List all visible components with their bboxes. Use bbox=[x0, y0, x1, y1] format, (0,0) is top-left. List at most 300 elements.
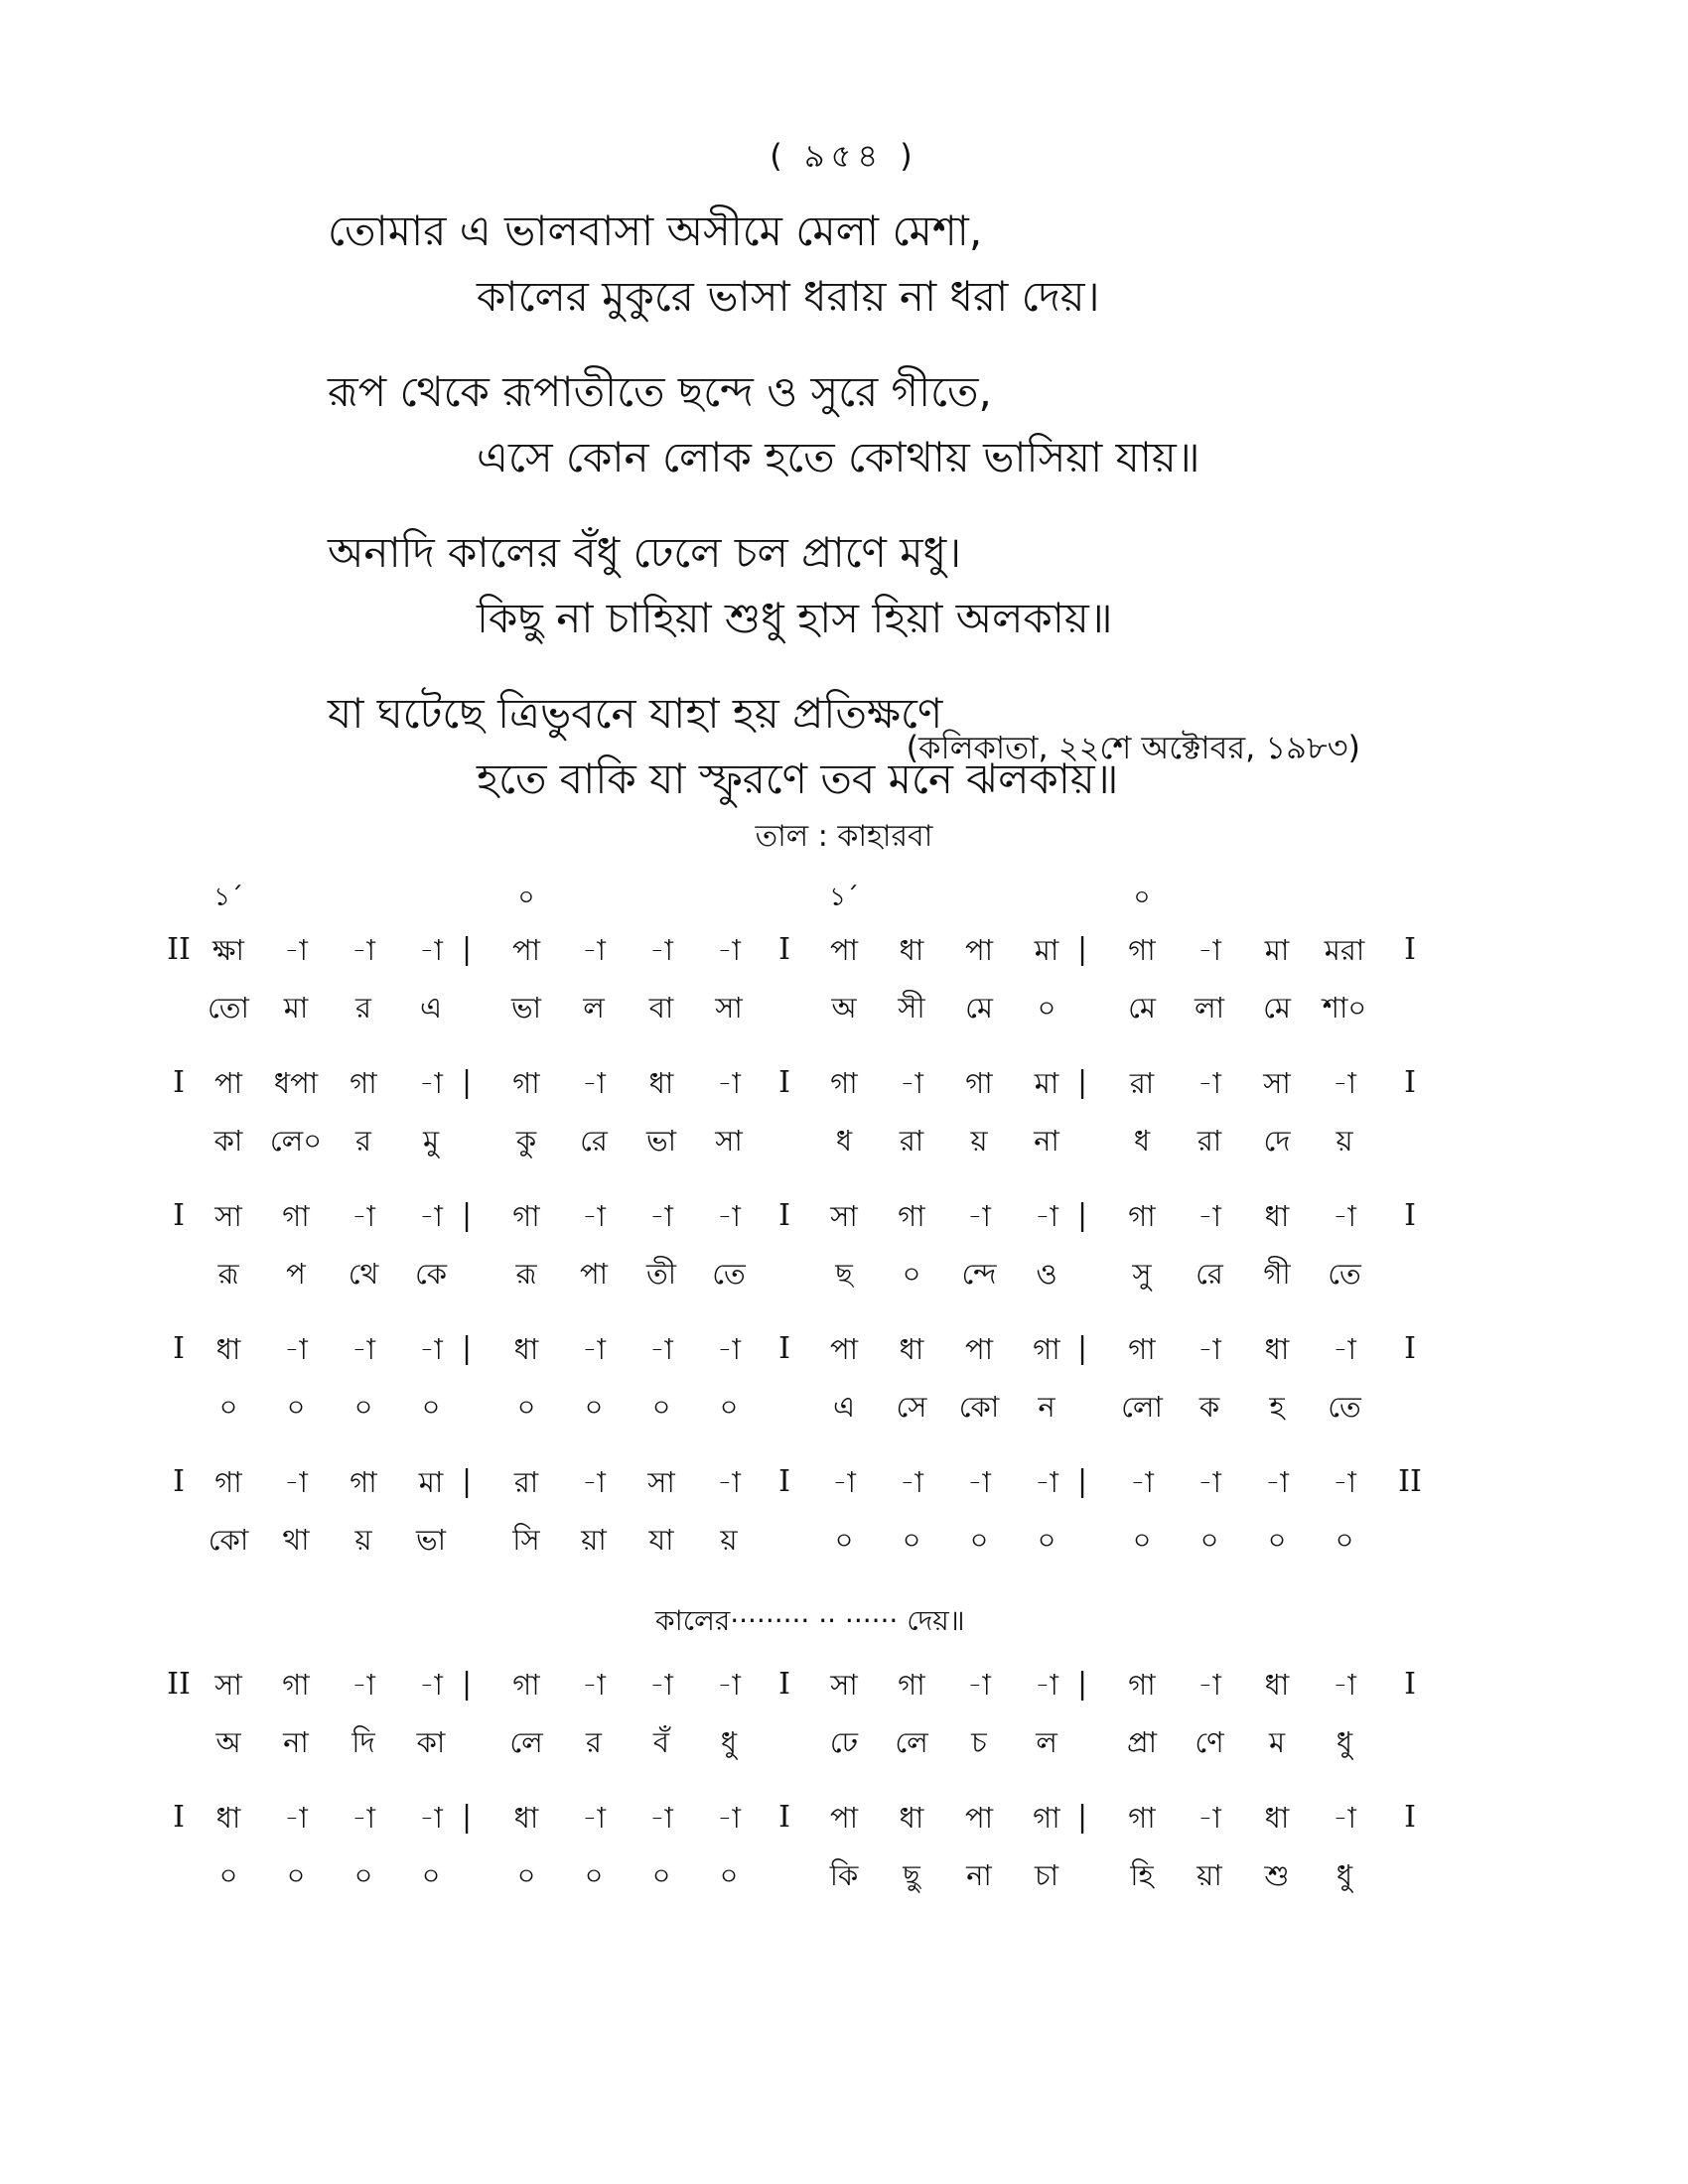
sahitya-syllable: য় bbox=[970, 1124, 988, 1158]
swara-note: সা bbox=[214, 1668, 242, 1702]
sahitya-syllable: যা bbox=[648, 1523, 674, 1557]
swara-note: -া bbox=[832, 1465, 856, 1499]
swara-note: -া bbox=[1197, 933, 1221, 967]
swara-note: মা bbox=[1264, 933, 1290, 967]
sahitya-syllable: রে bbox=[580, 1124, 608, 1158]
sahitya-syllable: ভা bbox=[415, 1523, 447, 1557]
swara-note: -া bbox=[1035, 1668, 1058, 1702]
swara-note: -া bbox=[1333, 1465, 1356, 1499]
beat-mark: ১´ bbox=[829, 883, 859, 912]
lyric-line: হতে বাকি যা স্ফুরণে তব মনে ঝলকায়॥ bbox=[477, 754, 1119, 803]
sahitya-syllable: রা bbox=[899, 1124, 924, 1158]
sahitya-syllable: র bbox=[355, 991, 371, 1024]
sahitya-syllable: ভা bbox=[645, 1124, 677, 1158]
bar-line: | bbox=[461, 1198, 473, 1233]
sahitya-syllable: তী bbox=[645, 1257, 677, 1291]
swara-note: মা bbox=[1034, 1066, 1059, 1100]
sahitya-syllable: ০ bbox=[584, 1858, 604, 1892]
lyrics-block bbox=[0, 199, 1688, 842]
swara-note: -া bbox=[900, 1465, 923, 1499]
sahitya-syllable: ছ bbox=[835, 1257, 853, 1291]
swara-note: -া bbox=[1035, 1465, 1058, 1499]
sahitya-syllable: ছু bbox=[903, 1858, 920, 1892]
sahitya-syllable: ল bbox=[583, 991, 605, 1024]
sahitya-syllable: ধ bbox=[1133, 1124, 1151, 1158]
sahitya-syllable: না bbox=[1034, 1124, 1059, 1158]
bar-line: I bbox=[173, 1198, 185, 1233]
bar-line: II bbox=[167, 1667, 191, 1702]
sahitya-syllable: ০ bbox=[286, 1390, 306, 1424]
bar-line: I bbox=[778, 932, 790, 967]
sahitya-row bbox=[159, 1846, 1529, 1904]
notation-system bbox=[159, 1453, 1529, 1569]
sahitya-syllable: দে bbox=[1263, 1124, 1291, 1158]
sahitya-row bbox=[159, 1112, 1529, 1169]
sahitya-syllable: কু bbox=[515, 1124, 537, 1158]
sahitya-syllable: ০ bbox=[651, 1390, 671, 1424]
lyric-line: রূপ থেকে রূপাতীতে ছন্দে ও সুরে গীতে, bbox=[328, 367, 992, 416]
sahitya-syllable: ০ bbox=[1267, 1523, 1287, 1557]
swara-note: ধা bbox=[215, 1332, 241, 1366]
swara-note: ধা bbox=[1264, 1801, 1290, 1835]
stanza bbox=[0, 520, 1688, 651]
bar-line: I bbox=[778, 1464, 790, 1499]
swara-row bbox=[159, 1054, 1529, 1112]
lyric-line: অনাদি কালের বঁধু ঢেলে চল প্রাণে মধু। bbox=[328, 528, 962, 577]
swara-note: গা bbox=[512, 1668, 540, 1702]
sahitya-syllable: ০ bbox=[1037, 1523, 1056, 1557]
sahitya-syllable: ও bbox=[1036, 1257, 1057, 1291]
bar-line: I bbox=[1404, 1065, 1416, 1100]
swara-note: পা bbox=[964, 933, 994, 967]
swara-note: -া bbox=[967, 1465, 991, 1499]
swara-note: রা bbox=[1129, 1066, 1155, 1100]
sahitya-syllable: ণে bbox=[1195, 1725, 1224, 1759]
lyric-line: কালের মুকুরে ভাসা ধরায় না ধরা দেয়। bbox=[477, 272, 1100, 321]
swara-note: গা bbox=[1033, 1801, 1060, 1835]
swara-note: -া bbox=[1197, 1199, 1221, 1233]
sahitya-syllable: কা bbox=[416, 1725, 446, 1759]
sahitya-syllable: ০ bbox=[834, 1523, 854, 1557]
swara-note: -া bbox=[1333, 1199, 1356, 1233]
sahitya-syllable: মু bbox=[422, 1124, 440, 1158]
swara-note: -া bbox=[419, 933, 443, 967]
sahitya-syllable: চ bbox=[971, 1725, 987, 1759]
swara-note: পা bbox=[511, 933, 541, 967]
sahitya-syllable: ০ bbox=[353, 1390, 373, 1424]
sahitya-syllable: শা০ bbox=[1322, 991, 1367, 1024]
tala-label: তাল : কাহারবা bbox=[755, 819, 933, 854]
sahitya-syllable: সি bbox=[512, 1523, 540, 1557]
sahitya-syllable: সী bbox=[898, 991, 925, 1024]
swara-note: -া bbox=[1197, 1668, 1221, 1702]
sahitya-syllable: না bbox=[966, 1858, 992, 1892]
swara-row bbox=[159, 1789, 1529, 1846]
bar-line: I bbox=[778, 1198, 790, 1233]
refrain-text: কালের········· ·· ······ দেয়॥ bbox=[655, 1604, 965, 1637]
sahitya-syllable: ধু bbox=[1336, 1858, 1353, 1892]
bar-line: | bbox=[1076, 1331, 1088, 1366]
swara-note: গা bbox=[1128, 933, 1156, 967]
beat-marks-row bbox=[159, 874, 1529, 921]
sahitya-syllable: ০ bbox=[719, 1858, 739, 1892]
sahitya-syllable: সে bbox=[896, 1390, 927, 1424]
sahitya-syllable: গী bbox=[1263, 1257, 1291, 1291]
swara-note: -া bbox=[649, 1801, 673, 1835]
swara-row bbox=[159, 1656, 1529, 1713]
swara-note: -া bbox=[1197, 1332, 1221, 1366]
swara-note: -া bbox=[352, 1668, 375, 1702]
sahitya-syllable: লে bbox=[509, 1725, 543, 1759]
swara-note: -া bbox=[284, 1465, 308, 1499]
bar-line: I bbox=[1404, 1331, 1416, 1366]
sahitya-syllable: ০ bbox=[1335, 1523, 1354, 1557]
sahitya-syllable: তো bbox=[208, 991, 249, 1024]
sahitya-syllable: তে bbox=[1328, 1390, 1361, 1424]
swara-note: -া bbox=[649, 1199, 673, 1233]
swara-note: -া bbox=[1265, 1465, 1289, 1499]
swara-note: ধা bbox=[648, 1066, 674, 1100]
sahitya-syllable: র bbox=[586, 1725, 602, 1759]
swara-note: পা bbox=[829, 1801, 859, 1835]
sahitya-syllable: মে bbox=[1263, 991, 1291, 1024]
swara-note: সা bbox=[214, 1199, 242, 1233]
sahitya-row bbox=[159, 1511, 1529, 1569]
swara-note: সা bbox=[830, 1668, 858, 1702]
sahitya-syllable: মে bbox=[1128, 991, 1156, 1024]
swara-note: -া bbox=[352, 1332, 375, 1366]
bar-line: | bbox=[461, 1065, 473, 1100]
swara-note: -া bbox=[717, 1801, 741, 1835]
sahitya-syllable: লা bbox=[1194, 991, 1225, 1024]
sahitya-syllable: র bbox=[355, 1124, 371, 1158]
bar-line: II bbox=[1398, 1464, 1422, 1499]
sahitya-syllable: ০ bbox=[421, 1858, 441, 1892]
swara-note: -া bbox=[419, 1801, 443, 1835]
sahitya-syllable: বঁ bbox=[652, 1725, 670, 1759]
sahitya-syllable: কো bbox=[958, 1390, 1000, 1424]
bar-line: I bbox=[1404, 1800, 1416, 1835]
swara-note: সা bbox=[1263, 1066, 1291, 1100]
swara-note: -া bbox=[717, 1199, 741, 1233]
lyric-line: তোমার এ ভালবাসা অসীমে মেলা মেশা, bbox=[328, 206, 983, 255]
sahitya-syllable: য় bbox=[720, 1523, 738, 1557]
swara-note: -া bbox=[1333, 1332, 1356, 1366]
swara-note: গা bbox=[898, 1199, 925, 1233]
sahitya-syllable: ঢে bbox=[829, 1725, 859, 1759]
sahitya-syllable: কে bbox=[414, 1257, 448, 1291]
notation-system bbox=[159, 1187, 1529, 1302]
sahitya-syllable: থে bbox=[348, 1257, 379, 1291]
swara-note: -া bbox=[717, 1332, 741, 1366]
bar-line: | bbox=[1076, 1065, 1088, 1100]
sahitya-syllable: য়া bbox=[581, 1523, 607, 1557]
swara-note: গা bbox=[965, 1066, 993, 1100]
swara-note: গা bbox=[1128, 1801, 1156, 1835]
sahitya-syllable: ক bbox=[1198, 1390, 1220, 1424]
sahitya-syllable: ০ bbox=[902, 1257, 921, 1291]
bar-line: I bbox=[778, 1800, 790, 1835]
sahitya-syllable: কা bbox=[213, 1124, 243, 1158]
swara-note: মরা bbox=[1324, 933, 1365, 967]
sahitya-syllable: ০ bbox=[421, 1390, 441, 1424]
lyric-line: এসে কোন লোক হতে কোথায় ভাসিয়া যায়॥ bbox=[477, 433, 1200, 481]
sahitya-syllable: ০ bbox=[1037, 991, 1056, 1024]
notation-group bbox=[159, 921, 1529, 1569]
lyric-line: যা ঘটেছে ত্রিভুবনে যাহা হয় প্রতিক্ষণে bbox=[328, 689, 943, 738]
swara-note: ধা bbox=[1264, 1199, 1290, 1233]
swara-note: -া bbox=[582, 933, 606, 967]
sahitya-syllable: লে০ bbox=[269, 1124, 323, 1158]
bar-line: | bbox=[1076, 1800, 1088, 1835]
swara-note: -া bbox=[419, 1332, 443, 1366]
sahitya-syllable: কো bbox=[208, 1523, 249, 1557]
bar-line: I bbox=[173, 1800, 185, 1835]
sahitya-syllable: ন bbox=[1038, 1390, 1055, 1424]
swara-note: -া bbox=[1333, 1066, 1356, 1100]
bar-line: | bbox=[1076, 1464, 1088, 1499]
swara-note: গা bbox=[282, 1668, 310, 1702]
sahitya-syllable: ০ bbox=[902, 1523, 921, 1557]
sahitya-syllable: রে bbox=[1196, 1257, 1223, 1291]
stanza bbox=[0, 359, 1688, 490]
sahitya-syllable: য়া bbox=[1196, 1858, 1222, 1892]
swara-row bbox=[159, 1453, 1529, 1511]
sahitya-row bbox=[159, 979, 1529, 1036]
swara-note: -া bbox=[1333, 1668, 1356, 1702]
swara-note: পা bbox=[964, 1801, 994, 1835]
sahitya-syllable: এ bbox=[832, 1390, 856, 1424]
swara-note: ধা bbox=[899, 1332, 924, 1366]
bar-line: I bbox=[1404, 1198, 1416, 1233]
sahitya-syllable: ০ bbox=[516, 1390, 536, 1424]
sahitya-syllable: ০ bbox=[651, 1858, 671, 1892]
swara-note: -া bbox=[967, 1668, 991, 1702]
beat-mark: ১´ bbox=[213, 883, 243, 912]
swara-note: -া bbox=[717, 1668, 741, 1702]
sahitya-syllable: পা bbox=[579, 1257, 609, 1291]
bar-line: I bbox=[778, 1667, 790, 1702]
bar-line: | bbox=[461, 1800, 473, 1835]
beat-mark: ০ bbox=[1133, 883, 1151, 912]
lyric-line: কিছু না চাহিয়া শুধু হাস হিয়া অলকায়॥ bbox=[477, 594, 1113, 642]
sahitya-syllable: ০ bbox=[353, 1858, 373, 1892]
stanza bbox=[0, 199, 1688, 330]
notation-system bbox=[159, 1320, 1529, 1435]
swara-note: -া bbox=[284, 933, 308, 967]
stanza bbox=[0, 681, 1688, 812]
swara-note: মা bbox=[1034, 933, 1059, 967]
sahitya-syllable: হ bbox=[1269, 1390, 1285, 1424]
sahitya-syllable: ভা bbox=[510, 991, 542, 1024]
sahitya-syllable: ০ bbox=[1199, 1523, 1219, 1557]
swara-note: গা bbox=[898, 1668, 925, 1702]
swara-note: সা bbox=[647, 1465, 675, 1499]
swara-note: ধা bbox=[215, 1801, 241, 1835]
swara-note: মা bbox=[418, 1465, 444, 1499]
notation-block bbox=[159, 874, 1529, 1922]
sahitya-syllable: থা bbox=[282, 1523, 310, 1557]
swara-note: ধপা bbox=[273, 1066, 319, 1100]
swara-note: -া bbox=[717, 933, 741, 967]
sahitya-syllable: বা bbox=[648, 991, 674, 1024]
sahitya-syllable: মে bbox=[965, 991, 993, 1024]
bar-line: I bbox=[1404, 1667, 1416, 1702]
swara-note: গা bbox=[350, 1465, 377, 1499]
bar-line: | bbox=[1076, 1667, 1088, 1702]
swara-note: -া bbox=[649, 1332, 673, 1366]
sahitya-syllable: রা bbox=[1196, 1124, 1222, 1158]
swara-note: গা bbox=[1128, 1199, 1156, 1233]
swara-note: -া bbox=[352, 1199, 375, 1233]
sahitya-syllable: সা bbox=[715, 991, 743, 1024]
swara-row bbox=[159, 1320, 1529, 1378]
swara-note: গা bbox=[1128, 1332, 1156, 1366]
sahitya-syllable: ০ bbox=[516, 1858, 536, 1892]
notation-system bbox=[159, 1789, 1529, 1904]
swara-note: ধা bbox=[1264, 1332, 1290, 1366]
beat-mark: ০ bbox=[517, 883, 535, 912]
sahitya-syllable: রূ bbox=[217, 1257, 239, 1291]
swara-note: -া bbox=[419, 1668, 443, 1702]
swara-row bbox=[159, 1187, 1529, 1245]
notation-system bbox=[159, 1656, 1529, 1771]
sahitya-syllable: প্রা bbox=[1126, 1725, 1158, 1759]
bar-line: | bbox=[1076, 932, 1088, 967]
swara-note: ধা bbox=[1264, 1668, 1290, 1702]
sahitya-syllable: প bbox=[286, 1257, 306, 1291]
swara-note: ক্ষা bbox=[212, 933, 244, 967]
place-date: (কলিকাতা, ২২শে অক্টোবর, ১৯৮৩) bbox=[906, 729, 1360, 766]
swara-note: -া bbox=[582, 1332, 606, 1366]
sahitya-syllable: শু bbox=[1264, 1858, 1290, 1892]
swara-note: গা bbox=[830, 1066, 858, 1100]
swara-note: -া bbox=[1197, 1801, 1221, 1835]
swara-note: ধা bbox=[513, 1332, 539, 1366]
notation-system bbox=[159, 1054, 1529, 1169]
swara-note: পা bbox=[964, 1332, 994, 1366]
swara-note: গা bbox=[512, 1066, 540, 1100]
swara-note: -া bbox=[1197, 1066, 1221, 1100]
refrain-line bbox=[159, 1586, 1529, 1656]
sahitya-syllable: ধু bbox=[720, 1725, 738, 1759]
swara-note: -া bbox=[900, 1066, 923, 1100]
swara-note: পা bbox=[829, 933, 859, 967]
swara-note: -া bbox=[649, 1668, 673, 1702]
swara-note: গা bbox=[350, 1066, 377, 1100]
bar-line: I bbox=[173, 1065, 185, 1100]
swara-note: গা bbox=[214, 1465, 242, 1499]
swara-note: সা bbox=[830, 1199, 858, 1233]
swara-note: -া bbox=[419, 1199, 443, 1233]
sahitya-syllable: দি bbox=[352, 1725, 375, 1759]
sahitya-syllable: ম bbox=[1268, 1725, 1286, 1759]
swara-note: ধা bbox=[899, 1801, 924, 1835]
swara-note: পা bbox=[213, 1066, 243, 1100]
bar-line: | bbox=[461, 932, 473, 967]
swara-note: -া bbox=[284, 1332, 308, 1366]
bar-line: | bbox=[461, 1464, 473, 1499]
sahitya-syllable: এ bbox=[419, 991, 443, 1024]
swara-note: -া bbox=[352, 1801, 375, 1835]
sahitya-syllable: সা bbox=[715, 1124, 743, 1158]
sahitya-syllable: ০ bbox=[218, 1858, 238, 1892]
sahitya-row bbox=[159, 1245, 1529, 1302]
sahitya-syllable: অ bbox=[831, 991, 857, 1024]
sahitya-row bbox=[159, 1378, 1529, 1435]
swara-note: -া bbox=[967, 1199, 991, 1233]
sahitya-syllable: ০ bbox=[286, 1858, 306, 1892]
swara-note: ধা bbox=[513, 1801, 539, 1835]
swara-note: -া bbox=[582, 1668, 606, 1702]
swara-note: -া bbox=[582, 1465, 606, 1499]
sahitya-syllable: ০ bbox=[969, 1523, 989, 1557]
swara-note: গা bbox=[512, 1199, 540, 1233]
sahitya-syllable: ল bbox=[1036, 1725, 1057, 1759]
swara-note: -া bbox=[352, 933, 375, 967]
swara-note: গা bbox=[1033, 1332, 1060, 1366]
sahitya-syllable: য় bbox=[1336, 1124, 1353, 1158]
swara-note: গা bbox=[282, 1199, 310, 1233]
sahitya-syllable: ন্দে bbox=[961, 1257, 997, 1291]
swara-note: -া bbox=[1035, 1199, 1058, 1233]
swara-note: -া bbox=[582, 1066, 606, 1100]
swara-note: ধা bbox=[899, 933, 924, 967]
swara-note: -া bbox=[649, 933, 673, 967]
swara-note: -া bbox=[419, 1066, 443, 1100]
sahitya-syllable: রূ bbox=[515, 1257, 537, 1291]
bar-line: I bbox=[1404, 932, 1416, 967]
sahitya-syllable: কি bbox=[829, 1858, 859, 1892]
bar-line: | bbox=[461, 1667, 473, 1702]
sahitya-syllable: য় bbox=[354, 1523, 372, 1557]
bar-line: I bbox=[778, 1065, 790, 1100]
swara-note: -া bbox=[1333, 1801, 1356, 1835]
sahitya-syllable: লো bbox=[1121, 1390, 1163, 1424]
sahitya-syllable: তে bbox=[712, 1257, 746, 1291]
swara-note: -া bbox=[717, 1066, 741, 1100]
bar-line: | bbox=[1076, 1198, 1088, 1233]
swara-note: -া bbox=[582, 1199, 606, 1233]
swara-note: পা bbox=[829, 1332, 859, 1366]
swara-note: -া bbox=[284, 1801, 308, 1835]
bar-line: I bbox=[173, 1464, 185, 1499]
sahitya-syllable: ০ bbox=[719, 1390, 739, 1424]
swara-note: -া bbox=[582, 1801, 606, 1835]
notation-group bbox=[159, 1656, 1529, 1904]
page-number: ( ৯৫৪ ) bbox=[770, 137, 918, 175]
sahitya-syllable: না bbox=[283, 1725, 309, 1759]
swara-note: -া bbox=[717, 1465, 741, 1499]
sahitya-syllable: চা bbox=[1034, 1858, 1059, 1892]
notation-system bbox=[159, 921, 1529, 1036]
sahitya-syllable: সু bbox=[1132, 1257, 1152, 1291]
sahitya-syllable: ০ bbox=[1132, 1523, 1152, 1557]
bar-line: I bbox=[778, 1331, 790, 1366]
bar-line: I bbox=[173, 1331, 185, 1366]
sahitya-row bbox=[159, 1713, 1529, 1771]
sahitya-syllable: তে bbox=[1328, 1257, 1361, 1291]
swara-note: রা bbox=[513, 1465, 539, 1499]
sahitya-syllable: অ bbox=[215, 1725, 241, 1759]
bar-line: | bbox=[461, 1331, 473, 1366]
sahitya-syllable: ধ bbox=[835, 1124, 853, 1158]
swara-note: গা bbox=[1128, 1668, 1156, 1702]
sahitya-syllable: হি bbox=[1130, 1858, 1154, 1892]
sahitya-syllable: মা bbox=[283, 991, 309, 1024]
swara-note: -া bbox=[1197, 1465, 1221, 1499]
sahitya-syllable: লে bbox=[895, 1725, 928, 1759]
